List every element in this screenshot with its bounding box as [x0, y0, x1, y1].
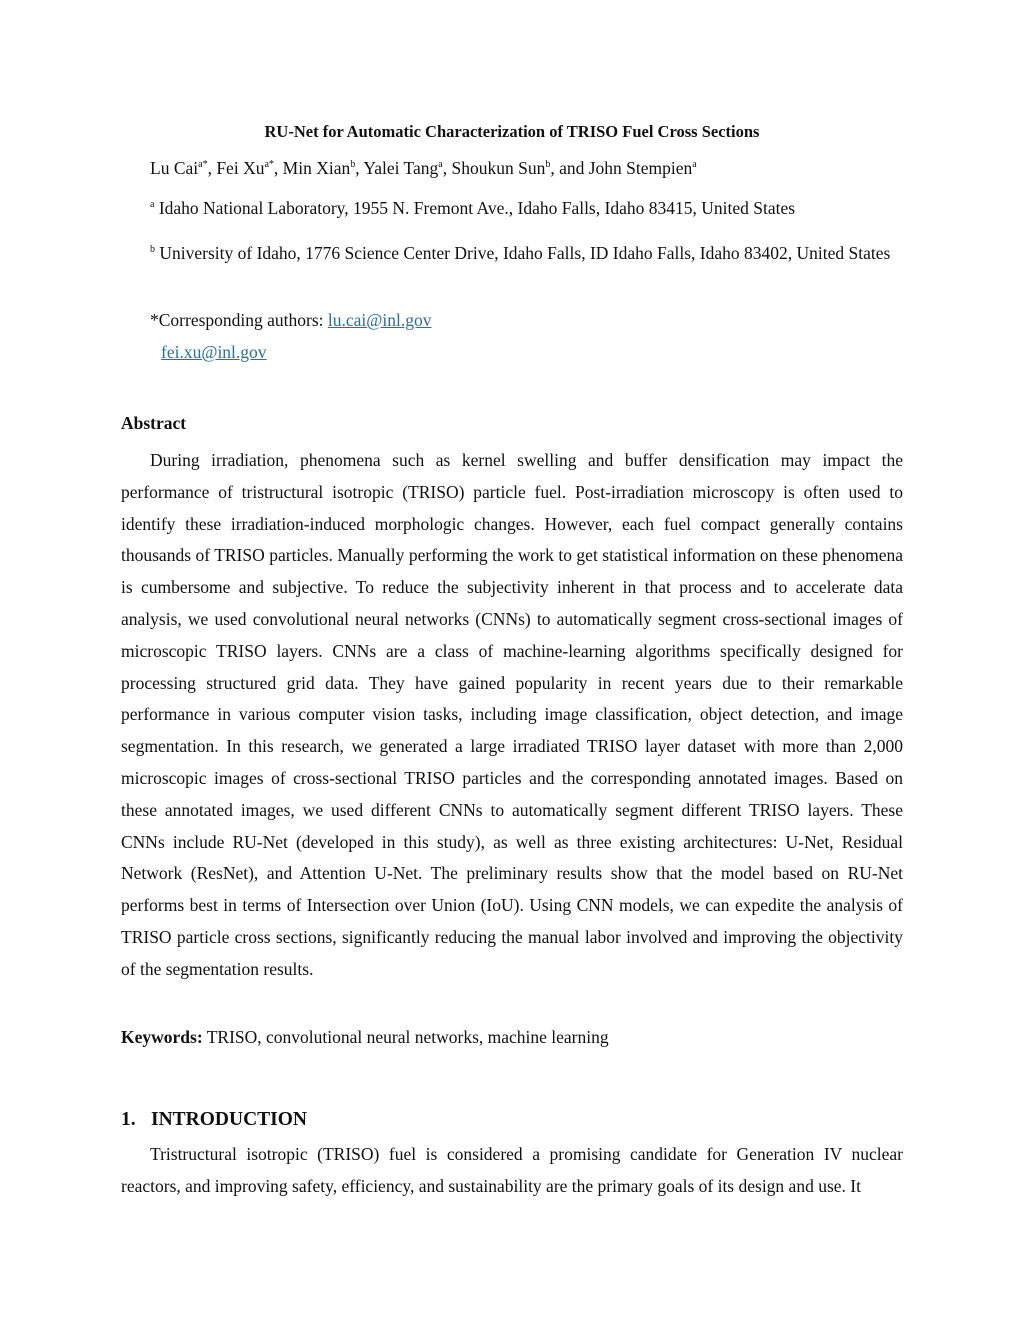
author-separator: , — [442, 158, 452, 178]
abstract-body: During irradiation, phenomena such as kernel swelling and buffer densification may impact the performance of tristructural isotropic (TRISO) particle fuel. Post-irradiation microscopy is often used to identify these irradiation-induced morphologic changes. However, each fuel compact generally contains thousands of TRISO particles. Manually performing the work to get statistical information on these phenomena is cumbersome and subjective. To reduce the subjectivity inherent in that process and to accelerate data analysis, we used convolutional neural networks (CNNs) to automatically segment cross-sectional images of microscopic TRISO layers. CNNs are a class of machine-learning algorithms specifically designed for processing structured grid data. They have gained popularity in recent years due to their remarkable performance in various computer vision tasks, including image classification, object detection, and image segmentation. In this research, we generated a large irradiated TRISO layer dataset with more than 2,000 microscopic images of cross-sectional TRISO particles and the corresponding annotated images. Based on these annotated images, we used different CNNs to automatically segment different TRISO layers. These CNNs include RU-Net (developed in this study), as well as three existing architectures: U-Net, Residual Network (ResNet), and Attention U-Net. The preliminary results show that the model based on RU-Net performs best in terms of Intersection over Union (IoU). Using CNN models, we can expedite the analysis of TRISO particle cross sections, significantly reducing the manual labor involved and improving the objectivity of the segmentation results. — [121, 450, 903, 979]
author-sup: a* — [198, 159, 208, 170]
keywords-text: TRISO, convolutional neural networks, machine learning — [202, 1027, 609, 1047]
author-sup: a — [692, 159, 697, 170]
paper-title: RU-Net for Automatic Characterization of TRISO Fuel Cross Sections — [264, 122, 760, 141]
author-sup: a — [438, 159, 443, 170]
author-name: John Stempien — [588, 158, 693, 178]
author-name: Fei Xu — [216, 158, 265, 178]
corresponding-authors-second — [161, 341, 267, 363]
email-link-lu-cai[interactable]: lu.cai@inl.gov — [327, 310, 432, 330]
introduction-body: Tristructural isotropic (TRISO) fuel is considered a promising candidate for Generation IV nuclear reactors, and improving safety, efficiency, and sustainability are the primary goals of its design and use. It — [121, 1144, 903, 1196]
author-name: Min Xian — [282, 158, 351, 178]
affiliation-text: University of Idaho, 1776 Science Center Drive, Idaho Falls, ID Idaho Falls, Idaho 83402, United States — [159, 243, 891, 263]
email-link-fei-xu[interactable]: fei.xu@inl.gov — [161, 342, 267, 362]
author-name: Shoukun Sun — [451, 158, 546, 178]
author-separator: , — [207, 158, 217, 178]
author-separator: , and — [550, 158, 589, 178]
author-list — [150, 157, 697, 179]
author-separator: , — [355, 158, 364, 178]
author-sup: a* — [264, 159, 274, 170]
keywords-label: Keywords: — [121, 1027, 203, 1047]
affiliation-a — [150, 197, 795, 219]
affiliation-b — [121, 237, 903, 269]
abstract-heading: Abstract — [121, 413, 187, 433]
affiliation-mark: a — [150, 199, 155, 210]
author-sup: b — [350, 159, 356, 170]
section-title: INTRODUCTION — [151, 1109, 308, 1130]
corresponding-label: *Corresponding authors: — [150, 310, 328, 330]
section-heading-introduction — [121, 1108, 307, 1132]
author-separator: , — [273, 158, 283, 178]
author-name: Yalei Tang — [363, 158, 439, 178]
author-sup: b — [545, 159, 551, 170]
section-number: 1. — [121, 1109, 136, 1130]
affiliation-text: Idaho National Laboratory, 1955 N. Fremont Ave., Idaho Falls, Idaho 83415, United States — [158, 198, 796, 218]
affiliation-mark: b — [150, 244, 155, 255]
corresponding-authors — [150, 309, 432, 331]
author-name: Lu Cai — [150, 158, 199, 178]
keywords-line — [121, 1026, 609, 1048]
